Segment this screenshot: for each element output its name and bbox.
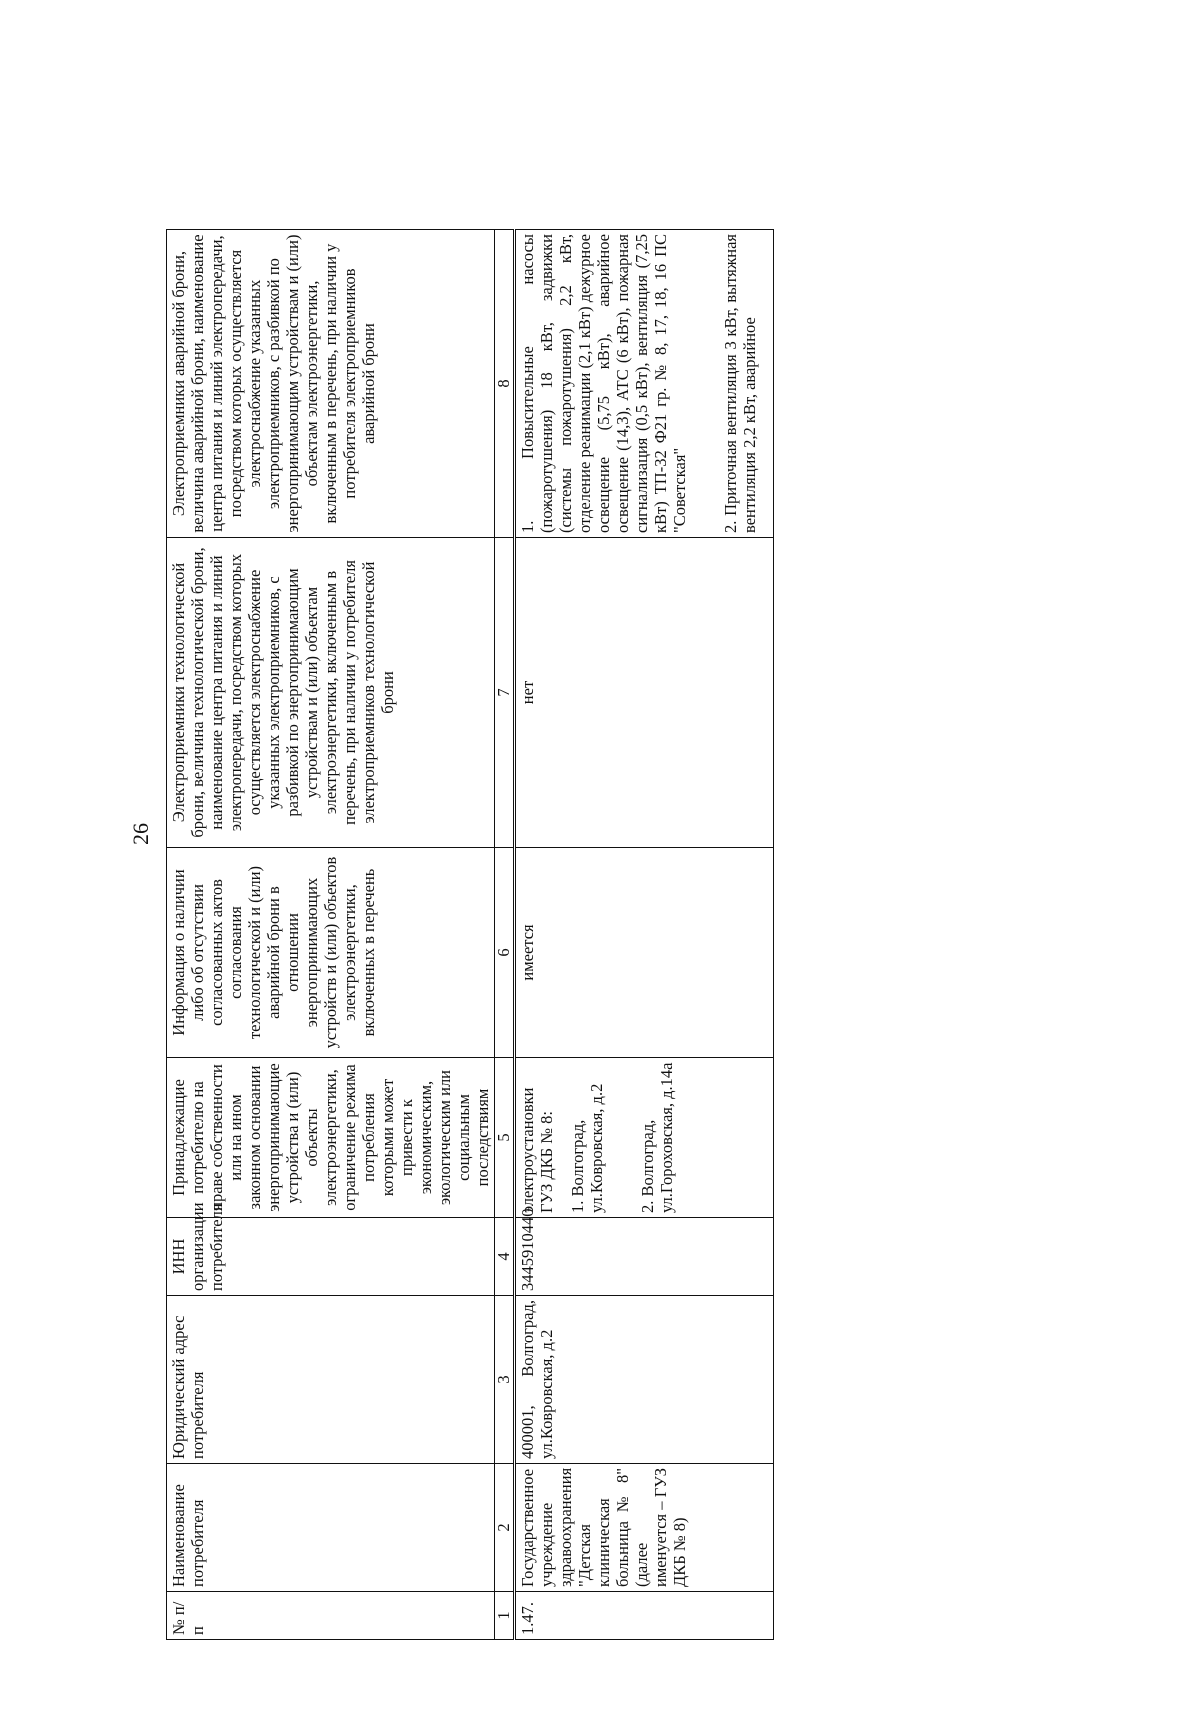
column-number-row xyxy=(495,230,515,1640)
installations-cell xyxy=(515,1058,774,1218)
column-number: 4 xyxy=(495,1218,515,1296)
row-number: 1.47. xyxy=(515,1592,774,1640)
emergency-reserve-cell xyxy=(515,230,774,538)
header-legal-address: Юридический адрес потребителя xyxy=(167,1296,495,1464)
header-tech-reserve: Электроприемники технологической брони, величина технологической брони, наименование центра питания и линий электропередачи, посредством которых осуществляется электроснабжение указанных электроприемников, с разбивкой по энергопринимающим устройствам и (или) объектам электроэнергетики, включенным в перечень, при наличии у потребителя электроприемников технологической брони xyxy=(167,538,495,848)
column-number: 1 xyxy=(495,1592,515,1640)
table-row xyxy=(515,230,774,1640)
rotated-table-container xyxy=(166,230,1200,1640)
column-number: 5 xyxy=(495,1058,515,1218)
column-number: 6 xyxy=(495,848,515,1058)
consumers-table xyxy=(166,229,774,1640)
installation-address-2: 2. Волгоград, ул.Гороховская, д.14а xyxy=(638,1062,676,1213)
header-emergency-reserve: Электроприемники аварийной брони, величина аварийной брони, наименование центра питания и линий электропередачи, посредством которых осуществляется электроснабжение указанных электроприемников, с разбивкой по энергопринимающим устройствам и (или) объектам электроэнергетики, включенным в перечень, при наличии у потребителя электроприемников аварийной брони xyxy=(167,230,495,538)
tech-reserve-value: нет xyxy=(515,538,774,848)
page-number: 26 xyxy=(128,823,153,845)
acts-value: имеется xyxy=(515,848,774,1058)
installations-title: электроустановки ГУЗ ДКБ № 8: xyxy=(518,1087,556,1213)
header-installations: Принадлежащие потребителю на праве собственности или на ином законном основании энергопринимающие устройства и (или) объекты электроэнергетики, ограничение режима потребления которыми может привести к экономическим, экологическим или социальным последствиям xyxy=(167,1058,495,1218)
column-number: 7 xyxy=(495,538,515,848)
legal-address: 400001, Волгоград, ул.Ковровская, д.2 xyxy=(515,1296,774,1464)
inn-value: 3445910440 xyxy=(515,1218,774,1296)
emergency-item-2: 2. Приточная вентиляция 3 кВт, вытяжная вентиляция 2,2 кВт, аварийное xyxy=(721,234,759,533)
emergency-item-1: 1. Повысительные насосы (пожаротушения) 18 кВт, задвижки (системы пожаротушения) 2,2 кВт, отделение реанимации (2,1 кВт) дежурное освещение (5,75 кВт), аварийное освещение (14,3), АТС (6 кВт), пожарная сигнализация (0,5 кВт), вентиляция (7,25 кВт) ТП-32 Ф21 гр. № 8, 17, 18, 16 ПС "Советская" xyxy=(518,234,689,533)
header-consumer-name: Наименование потребителя xyxy=(167,1464,495,1592)
table-header-row xyxy=(167,230,495,1640)
header-num: № п/п xyxy=(167,1592,495,1640)
consumer-name: Государственное учреждение здравоохранения "Детская клиническая больница № 8" (далее именуется – ГУЗ ДКБ № 8) xyxy=(515,1464,774,1592)
column-number: 3 xyxy=(495,1296,515,1464)
header-inn: ИНН организации потребителя xyxy=(167,1218,495,1296)
column-number: 8 xyxy=(495,230,515,538)
column-number: 2 xyxy=(495,1464,515,1592)
installation-address-1: 1. Волгоград, ул.Ковровская, д.2 xyxy=(568,1083,606,1213)
header-acts: Информация о наличии либо об отсутствии согласованных актов согласования технологической и (или) аварийной брони в отношении энергопринимающих устройств и (или) объектов электроэнергетики, включенных в перечень xyxy=(167,848,495,1058)
